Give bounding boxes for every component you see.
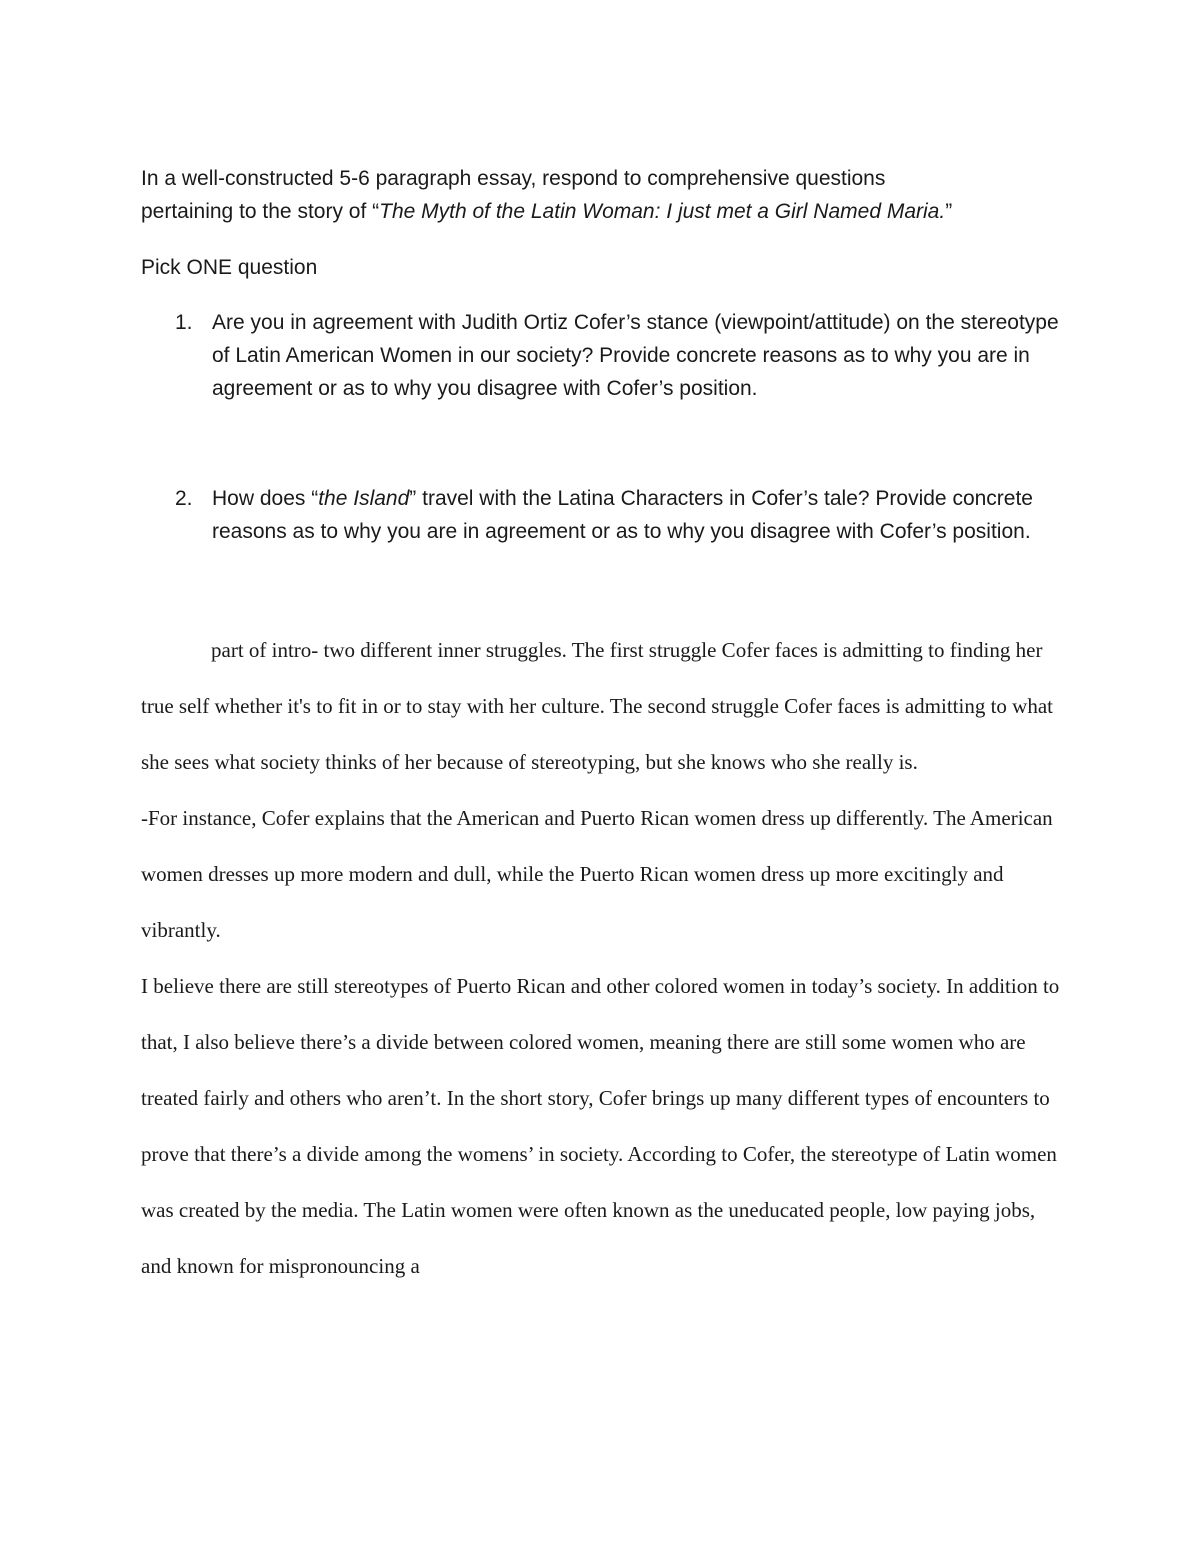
essay-paragraph: I believe there are still stereotypes of Puerto Rican and other colored women in today’s society. In addition to that, I also believe there’s a divide between colored women, meaning there are still some women who are treated fairly and others who aren’t. In the short story, Cofer brings up many different types of encounters to prove that there’s a divide among the womens’ in society. According to Cofer, the stereotype of Latin women was created by the media. The Latin women were often known as the uneducated people, low paying jobs, and known for mispronouncing a [141,974,1060,1278]
essay-body [141,622,1061,1294]
pick-instruction: Pick ONE question [141,256,318,279]
question-text-prefix: How does “ [212,487,319,510]
question-number: 2. [175,487,193,510]
question-item [141,306,1081,405]
prompt-line-1: In a well-constructed 5-6 paragraph essay, respond to comprehensive questions [141,167,886,190]
question-text: Are you in agreement with Judith Ortiz Cofer’s stance (viewpoint/attitude) on the stereotype of Latin American Women in our society? Provide concrete reasons as to why you are in agreement or as to why you disagree with Cofer’s position. [212,311,1059,400]
question-text-suffix: ” travel with the Latina Characters in Cofer’s tale? Provide concrete reasons as to why you are in agreement or as to why you disagree with Cofer’s position. [212,487,1033,543]
story-title: The Myth of the Latin Woman: I just met a Girl Named Maria. [379,200,946,223]
essay-paragraph: -For instance, Cofer explains that the American and Puerto Rican women dress up differently. The American women dresses up more modern and dull, while the Puerto Rican women dress up more excitingly and vibrantly. [141,806,1053,942]
essay-paragraph: part of intro- two different inner struggles. The first struggle Cofer faces is admitting to finding her true self whether it's to fit in or to stay with her culture. The second struggle Cofer faces is admitting to what she sees what society thinks of her because of stereotyping, but she knows who she really is. [141,638,1054,774]
question-item [141,482,1081,548]
island-phrase: the Island [318,487,410,510]
question-number: 1. [175,311,193,334]
prompt-line-2-prefix: pertaining to the story of “ [141,200,380,223]
question-text [212,482,1081,548]
prompt-line-2-suffix: ” [945,200,953,223]
essay-prompt [141,162,1081,228]
